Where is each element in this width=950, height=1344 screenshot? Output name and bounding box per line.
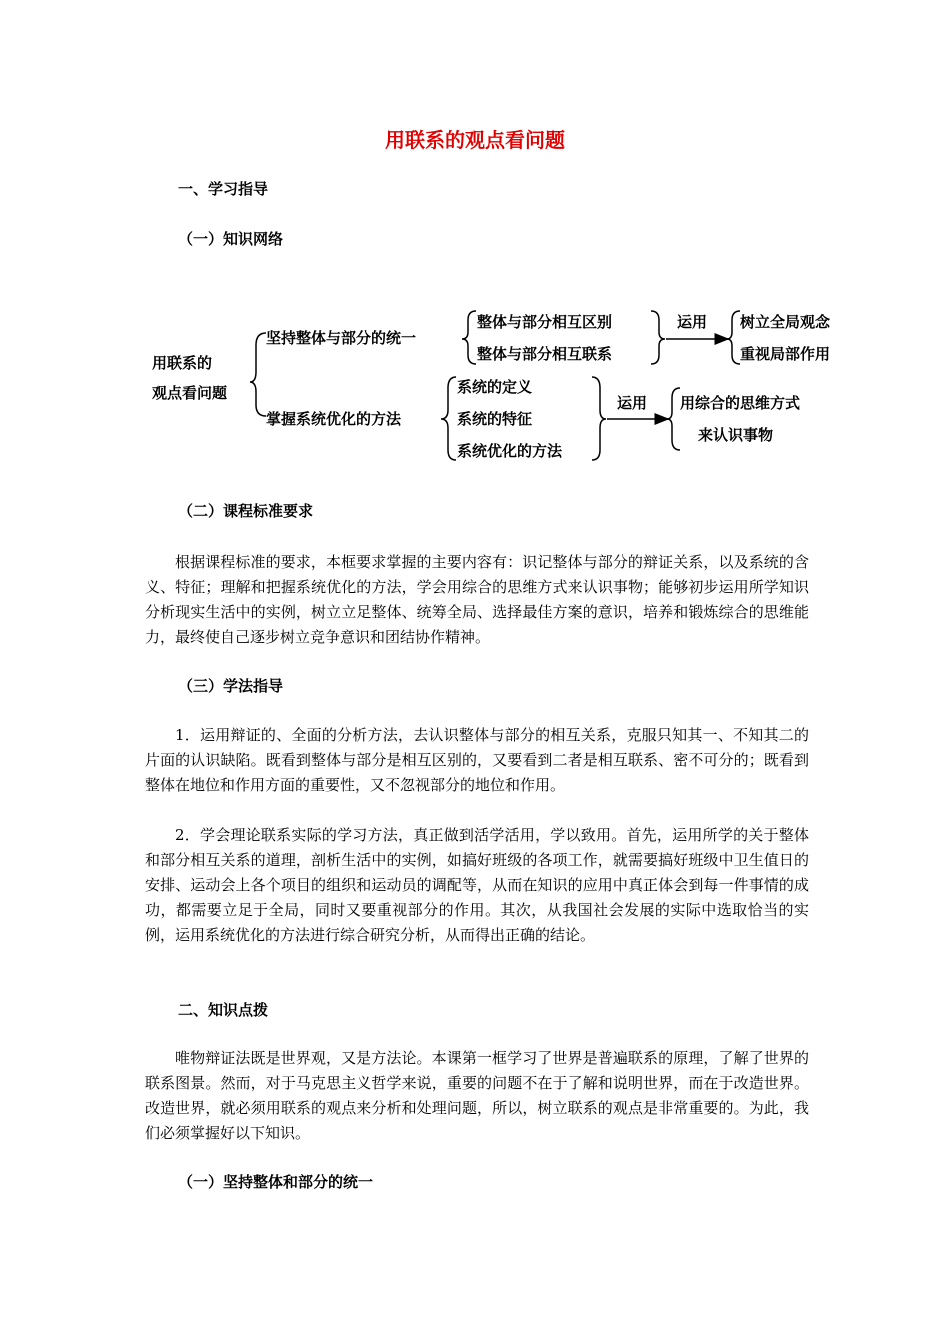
paragraph-curriculum-standard: 根据课程标准的要求，本框要求掌握的主要内容有：识记整体与部分的辩证关系，以及系统的含义、特征；理解和把握系统优化的方法，学会用综合的思维方式来认识事物；能够初步运用所学知识分析现实生活中的实例，树立立足整体、统筹全局、选择最佳方案的意识，培养和锻炼综合的思维能力，最终使自己逐步树立竞争意识和团结协作精神。 xyxy=(145,553,809,646)
diagram-use-label-2: 运用 xyxy=(617,394,648,412)
diagram-root-line1: 用联系的 xyxy=(152,354,213,372)
paragraph-study-method-2: 2．学会理论联系实际的学习方法，真正做到活学活用，学以致用。首先，运用所学的关于整体和部分相互关系的道理，剖析生活中的实例，如搞好班级的各项工作，就需要搞好班级中卫生值日的安排、运动会上各个项目的组织和运动员的调配等，从而在知识的应用中真正体会到每一件事情的成功，都需要立足于全局，同时又要重视部分的作用。其次，从我国社会发展的实际中选取恰当的实例，运用系统优化的方法进行综合研究分析，从而得出正确的结论。 xyxy=(145,826,809,944)
diagram-brace-branch2 xyxy=(441,377,456,460)
diagram-root-line2: 观点看问题 xyxy=(152,384,228,402)
paragraph-knowledge-points: 唯物辩证法既是世界观，又是方法论。本课第一框学习了世界是普遍联系的原理，了解了世界的联系图景。然而，对于马克思主义哲学来说，重要的问题不在于了解和说明世界，而在于改造世界。改造世界，就必须用联系的观点来分析和处理问题，所以，树立联系的观点是非常重要的。为此，我们必须掌握好以下知识。 xyxy=(145,1049,809,1142)
diagram-item-distinction: 整体与部分相互区别 xyxy=(477,313,613,331)
diagram-item-system-features: 系统的特征 xyxy=(457,410,533,428)
diagram-result-comprehensive-thinking: 用综合的思维方式 xyxy=(680,394,801,412)
diagram-main-brace xyxy=(250,333,266,416)
diagram-brace-result2 xyxy=(667,388,680,450)
page-title: 用联系的观点看问题 xyxy=(385,128,565,152)
section-heading-knowledge-points: 二、知识点拨 xyxy=(178,1001,269,1019)
diagram-result-local-role: 重视局部作用 xyxy=(740,345,831,363)
knowledge-network-diagram xyxy=(0,290,950,490)
subheading-curriculum-standard: （二）课程标准要求 xyxy=(178,502,314,520)
diagram-close-brace-branch2 xyxy=(592,377,606,460)
diagram-result-global-view: 树立全局观念 xyxy=(740,313,831,331)
diagram-branch-whole-part: 坚持整体与部分的统一 xyxy=(266,329,417,347)
subheading-whole-and-part: （一）坚持整体和部分的统一 xyxy=(178,1173,374,1191)
paragraph-study-method-1: 1．运用辩证的、全面的分析方法，去认识整体与部分的相互关系，克服只知其一、不知其二的片面的认识缺陷。既看到整体与部分是相互区别的，又要看到二者是相互联系、密不可分的；既看到整体在地位和作用方面的重要性，又不忽视部分的地位和作用。 xyxy=(145,726,809,794)
subheading-knowledge-network: （一）知识网络 xyxy=(178,230,284,248)
diagram-use-label-1: 运用 xyxy=(677,313,708,331)
section-heading-study-guide: 一、学习指导 xyxy=(178,180,269,198)
diagram-item-system-definition: 系统的定义 xyxy=(457,378,533,396)
diagram-brace-branch1 xyxy=(462,311,476,364)
diagram-item-connection: 整体与部分相互联系 xyxy=(477,345,613,363)
diagram-brace-result1 xyxy=(727,311,740,364)
diagram-result-understand-things: 来认识事物 xyxy=(698,426,774,444)
subheading-study-method: （三）学法指导 xyxy=(178,677,284,695)
diagram-item-optimization-method: 系统优化的方法 xyxy=(457,442,563,460)
diagram-close-brace-branch1 xyxy=(651,311,665,364)
diagram-branch-system-optimization: 掌握系统优化的方法 xyxy=(266,410,402,428)
